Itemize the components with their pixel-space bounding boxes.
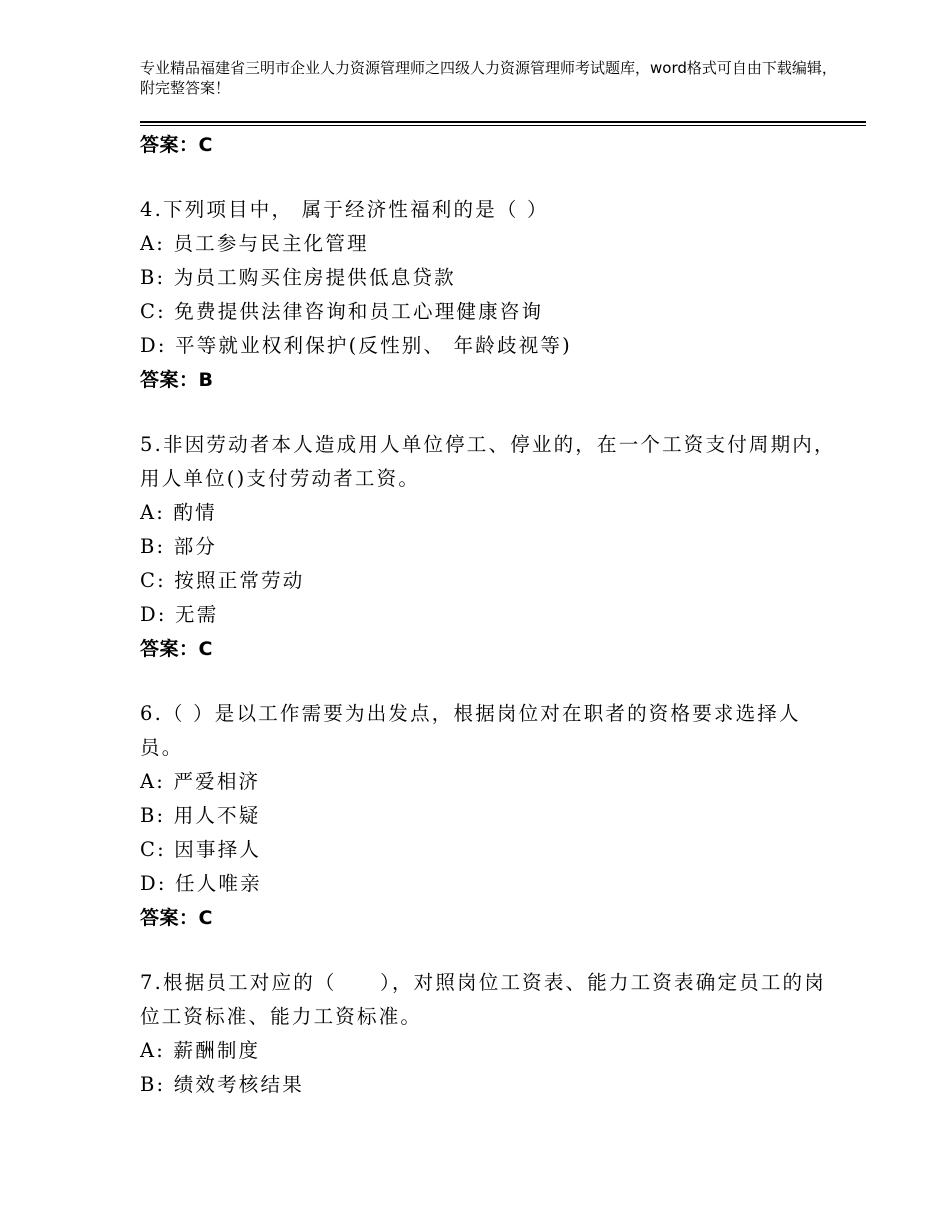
- answer-line: 答案：C: [140, 907, 213, 929]
- question-block: [140, 193, 840, 397]
- option-b: B: 为员工购买住房提供低息贷款: [140, 266, 456, 289]
- question-text: 7.根据员工对应的（ ），对照岗位工资表、能力工资表确定员工的岗位工资标准、能力工资标准。: [140, 971, 826, 1028]
- question-block: [140, 966, 840, 1102]
- answer-line: 答案：C: [140, 134, 213, 156]
- option-a: A: 员工参与民主化管理: [140, 232, 369, 255]
- option-b: B: 绩效考核结果: [140, 1073, 304, 1096]
- answer-line: 答案：B: [140, 369, 214, 391]
- question-text: 4.下列项目中， 属于经济性福利的是（ ）: [140, 198, 549, 221]
- document-header: [140, 58, 840, 98]
- option-d: D: 平等就业权利保护(反性别、 年龄歧视等): [140, 334, 572, 357]
- question-text: 6.（ ）是以工作需要为出发点，根据岗位对在职者的资格要求选择人员。: [140, 702, 801, 759]
- question-block: [140, 428, 840, 666]
- answer-line: 答案：C: [140, 638, 213, 660]
- header-divider-thin: [140, 125, 866, 126]
- option-c: C: 因事择人: [140, 838, 262, 861]
- header-divider-thick: [140, 121, 866, 123]
- option-c: C: 免费提供法律咨询和员工心理健康咨询: [140, 300, 544, 323]
- header-title: 专业精品福建省三明市企业人力资源管理师之四级人力资源管理师考试题库，word格式可自由下载编辑，附完整答案！: [140, 59, 837, 97]
- option-b: B: 部分: [140, 535, 218, 558]
- question-list: [140, 128, 840, 1102]
- option-d: D: 无需: [140, 603, 219, 626]
- option-a: A: 酌情: [140, 501, 217, 524]
- option-a: A: 薪酬制度: [140, 1039, 261, 1062]
- option-c: C: 按照正常劳动: [140, 569, 305, 592]
- question-block: [140, 697, 840, 935]
- option-a: A: 严爱相济: [140, 770, 261, 793]
- option-d: D: 任人唯亲: [140, 872, 262, 895]
- question-text: 5.非因劳动者本人造成用人单位停工、停业的，在一个工资支付周期内，用人单位()支付劳动者工资。: [140, 433, 836, 490]
- option-b: B: 用人不疑: [140, 804, 261, 827]
